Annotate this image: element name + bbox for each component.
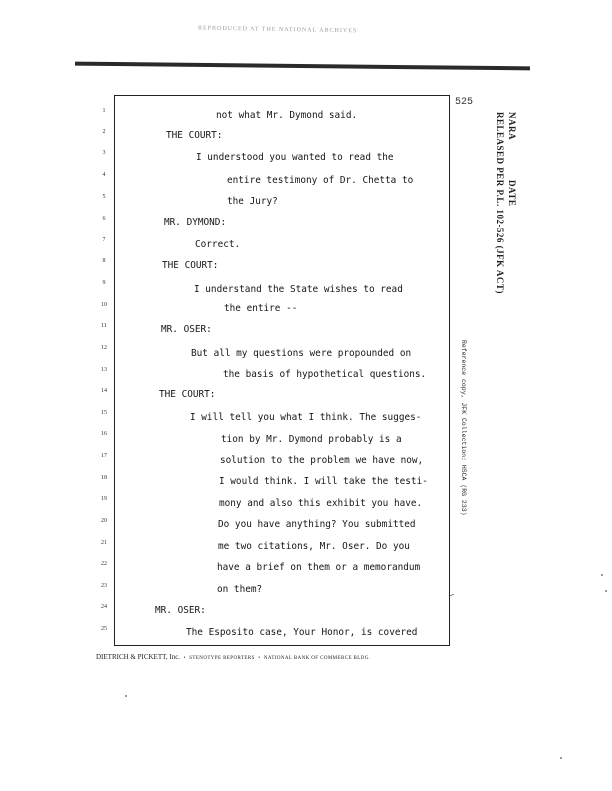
- transcript-line: have a brief on them or a memorandum: [217, 562, 421, 573]
- line-number: 14: [101, 388, 107, 394]
- footer-separator: •: [183, 656, 186, 661]
- line-number: 20: [101, 518, 107, 524]
- line-number: 10: [101, 302, 107, 308]
- transcript-line: mony and also this exhibit you have.: [219, 498, 423, 509]
- transcript-line: The Esposito case, Your Honor, is covered: [186, 627, 418, 638]
- line-number: 13: [101, 367, 107, 373]
- line-number: 19: [101, 496, 107, 502]
- line-number: 1: [102, 108, 106, 114]
- speaker-label: MR. OSER:: [155, 605, 206, 616]
- page-number: 525: [455, 97, 474, 108]
- line-number: 11: [101, 323, 107, 329]
- speaker-label: THE COURT:: [159, 389, 216, 400]
- line-number: 3: [102, 150, 106, 156]
- line-number: 9: [102, 280, 106, 286]
- transcript-line: entire testimony of Dr. Chetta to: [227, 175, 414, 186]
- line-number: 7: [102, 237, 106, 243]
- scan-speck: [605, 590, 607, 592]
- line-number: 21: [101, 540, 107, 546]
- reference-copy-note: Reference copy, JFK Collection: HSCA (RG 233): [460, 340, 467, 516]
- transcript-line: I will tell you what I think. The sugges-: [190, 412, 422, 423]
- transcript-line: on them?: [217, 584, 263, 595]
- scan-speck: [601, 574, 603, 576]
- transcript-line: me two citations, Mr. Oser. Do you: [218, 541, 410, 552]
- line-number: 22: [101, 561, 107, 567]
- line-number: 6: [102, 216, 106, 222]
- top-rule: [75, 62, 530, 71]
- firm-name: DIETRICH & PICKETT, Inc.: [96, 653, 181, 661]
- release-stamp-line1: RELEASED PER P.L. 102-526 (JFK ACT): [495, 112, 505, 294]
- transcript-line: I would think. I will take the testi-: [219, 476, 428, 487]
- line-number: 16: [101, 431, 107, 437]
- line-number: 12: [101, 345, 107, 351]
- line-number: 17: [101, 453, 107, 459]
- release-stamp-nara: NARA: [507, 112, 517, 140]
- scan-speck: [560, 757, 562, 759]
- transcript-line: solution to the problem we have now,: [220, 455, 424, 466]
- reporter-footer: [96, 653, 370, 661]
- speaker-label: MR. DYMOND:: [164, 217, 227, 228]
- transcript-line: the entire --: [224, 303, 298, 314]
- line-number: 2: [102, 129, 106, 135]
- transcript-line: tion by Mr. Dymond probably is a: [221, 434, 402, 445]
- transcript-line: not what Mr. Dymond said.: [216, 110, 358, 121]
- firm-address: NATIONAL BANK OF COMMERCE BLDG.: [263, 656, 371, 661]
- transcript-line: I understood you wanted to read the: [196, 152, 394, 163]
- line-number: 23: [101, 583, 107, 589]
- transcript-line: the basis of hypothetical questions.: [223, 369, 427, 380]
- line-number: 5: [102, 194, 106, 200]
- speaker-label: MR. OSER:: [161, 324, 212, 335]
- line-number: 15: [101, 410, 107, 416]
- line-number: 18: [101, 475, 107, 481]
- footer-separator: •: [258, 656, 261, 661]
- speaker-label: THE COURT:: [166, 130, 223, 141]
- transcript-line: I understand the State wishes to read: [194, 284, 403, 295]
- margin-check-mark: ✓: [445, 590, 456, 602]
- service-name: STENOTYPE REPORTERS: [189, 656, 255, 661]
- speaker-label: THE COURT:: [162, 260, 219, 271]
- scan-speck: [125, 695, 127, 697]
- transcript-line: But all my questions were propounded on: [191, 348, 412, 359]
- line-number: 8: [102, 258, 106, 264]
- line-number: 24: [101, 604, 107, 610]
- release-stamp-date: DATE: [507, 180, 517, 207]
- transcript-line: the Jury?: [227, 196, 278, 207]
- archives-header-stamp: REPRODUCED AT THE NATIONAL ARCHIVES: [197, 25, 358, 35]
- line-number: 25: [101, 626, 107, 632]
- transcript-line: Correct.: [195, 239, 241, 250]
- transcript-line: Do you have anything? You submitted: [218, 519, 416, 530]
- line-number: 4: [102, 172, 106, 178]
